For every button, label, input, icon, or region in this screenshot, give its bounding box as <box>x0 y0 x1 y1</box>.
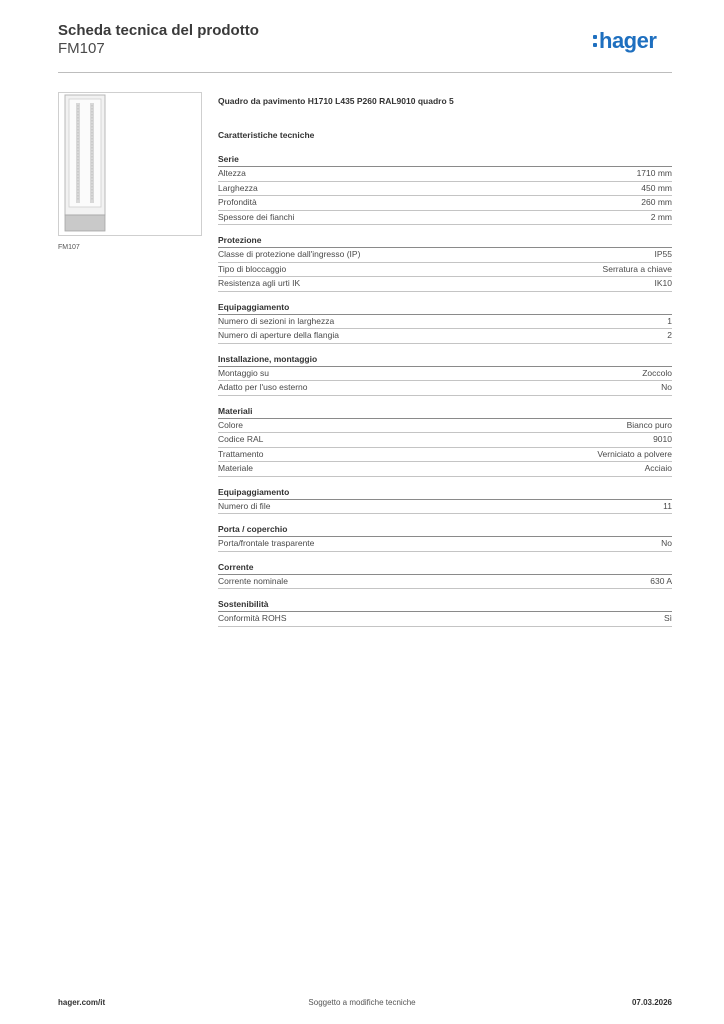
page-title: Scheda tecnica del prodotto <box>58 22 259 39</box>
spec-label: Materiale <box>218 463 253 473</box>
spec-value: 2 mm <box>650 211 672 222</box>
spec-label: Altezza <box>218 168 246 178</box>
logo-text: hager <box>599 28 657 53</box>
logo-dots-icon <box>593 35 597 47</box>
section-corrente <box>218 562 672 590</box>
spec-value: Zoccolo <box>642 367 672 378</box>
footer-website-link[interactable]: hager.com/it <box>58 998 106 1007</box>
spec-value: Acciaio <box>644 463 672 473</box>
section-title: Materiali <box>218 406 672 419</box>
spec-row <box>218 196 672 211</box>
spec-row <box>218 367 672 382</box>
spec-row <box>218 500 672 515</box>
spec-label: Resistenza agli urti IK <box>218 278 301 288</box>
section-title: Installazione, montaggio <box>218 354 672 367</box>
section-title: Protezione <box>218 235 672 248</box>
spec-label: Tipo di bloccaggio <box>218 263 287 274</box>
section-serie <box>218 154 672 225</box>
spec-label: Spessore dei fianchi <box>218 211 295 222</box>
spec-sections <box>218 154 672 627</box>
product-code: FM107 <box>58 40 105 57</box>
spec-label: Montaggio su <box>218 367 270 378</box>
section-equipaggiamento-2 <box>218 487 672 515</box>
tech-heading: Caratteristiche tecniche <box>218 130 315 140</box>
spec-row <box>218 381 672 396</box>
section-installazione <box>218 354 672 396</box>
spec-label: Numero di file <box>218 500 271 511</box>
spec-value: Sì <box>663 613 672 623</box>
section-title: Serie <box>218 154 672 167</box>
section-title: Corrente <box>218 562 672 575</box>
spec-value: 260 mm <box>641 197 672 207</box>
section-title: Equipaggiamento <box>218 487 672 500</box>
spec-label: Conformità ROHS <box>218 613 287 623</box>
spec-value: No <box>661 538 672 548</box>
spec-value: Bianco puro <box>626 419 672 430</box>
spec-row <box>218 575 672 590</box>
spec-row <box>218 612 672 627</box>
spec-row <box>218 329 672 344</box>
spec-value: 11 <box>663 500 672 511</box>
spec-label: Numero di sezioni in larghezza <box>218 315 335 326</box>
section-title: Equipaggiamento <box>218 302 672 315</box>
footer-notice: Soggetto a modifiche tecniche <box>308 998 416 1007</box>
spec-value: IK10 <box>654 278 672 288</box>
spec-label: Larghezza <box>218 182 258 193</box>
section-sostenibilita <box>218 599 672 627</box>
section-title: Sostenibilità <box>218 599 672 612</box>
spec-label: Adatto per l'uso esterno <box>218 382 308 392</box>
spec-label: Codice RAL <box>218 434 264 444</box>
spec-label: Trattamento <box>218 448 264 459</box>
spec-row <box>218 182 672 197</box>
spec-row <box>218 462 672 477</box>
section-protezione <box>218 235 672 292</box>
section-porta-coperchio <box>218 524 672 552</box>
spec-row <box>218 211 672 226</box>
spec-row <box>218 537 672 552</box>
spec-label: Profondità <box>218 197 257 207</box>
spec-value: 450 mm <box>641 182 672 193</box>
spec-row <box>218 263 672 278</box>
footer-date: 07.03.2026 <box>631 998 672 1007</box>
hager-logo[interactable] <box>593 28 656 54</box>
spec-label: Classe di protezione dall'ingresso (IP) <box>218 249 361 259</box>
header-divider <box>58 72 672 73</box>
spec-value: Serratura a chiave <box>602 263 672 274</box>
spec-value: 9010 <box>653 434 672 444</box>
spec-label: Porta/frontale trasparente <box>218 538 315 548</box>
spec-row <box>218 433 672 448</box>
spec-row <box>218 448 672 463</box>
product-image <box>58 92 202 236</box>
spec-value: 1710 mm <box>636 168 672 178</box>
spec-value: 630 A <box>650 575 672 586</box>
spec-row <box>218 277 672 292</box>
section-materiali <box>218 406 672 477</box>
spec-label: Colore <box>218 419 244 430</box>
spec-value: No <box>661 382 672 392</box>
spec-value: Verniciato a polvere <box>597 448 672 459</box>
section-title: Porta / coperchio <box>218 524 672 537</box>
spec-value: IP55 <box>654 249 672 259</box>
spec-content <box>218 96 672 637</box>
spec-value: 1 <box>667 315 672 326</box>
spec-value: 2 <box>667 330 672 340</box>
section-equipaggiamento <box>218 302 672 344</box>
spec-label: Corrente nominale <box>218 575 288 586</box>
image-caption: FM107 <box>58 244 80 251</box>
product-description: Quadro da pavimento H1710 L435 P260 RAL9010 quadro 5 <box>218 96 454 106</box>
spec-label: Numero di aperture della flangia <box>218 330 339 340</box>
spec-row <box>218 315 672 330</box>
spec-row <box>218 248 672 263</box>
spec-row <box>218 419 672 434</box>
spec-row <box>218 167 672 182</box>
floor-cabinet-icon <box>59 93 201 235</box>
